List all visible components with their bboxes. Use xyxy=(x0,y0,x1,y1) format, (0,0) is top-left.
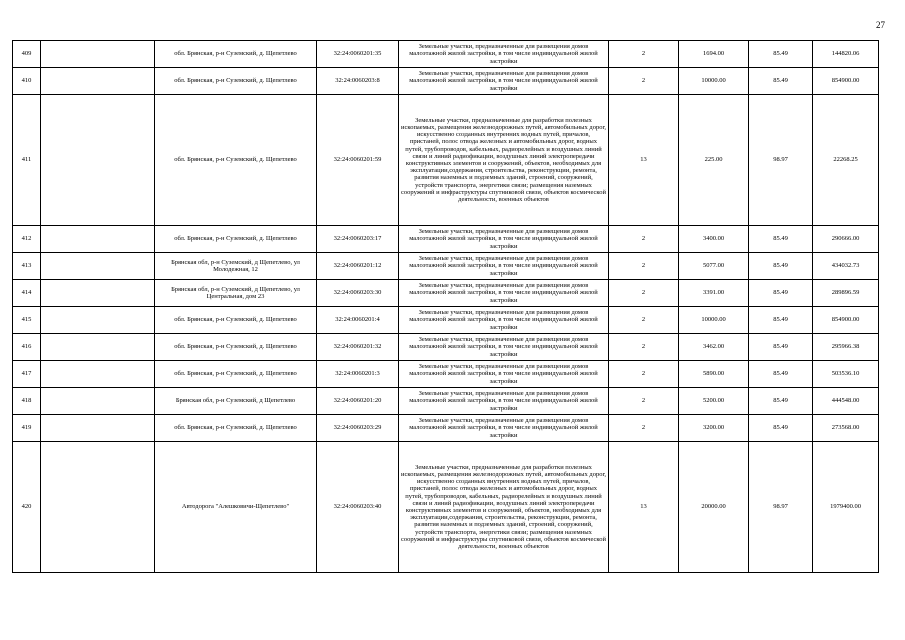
cadastral-number-cell: 32:24:0060201:35 xyxy=(317,41,399,68)
address-cell: обл. Брянская, р-н Суземский, д. Щепетлево xyxy=(155,334,317,361)
cadastral-value-cell: 854900.00 xyxy=(813,68,879,95)
address-cell: обл. Брянская, р-н Суземский, д. Щепетлево xyxy=(155,415,317,442)
empty-cell xyxy=(41,388,155,415)
address-cell: обл. Брянская, р-н Суземский, д. Щепетлево xyxy=(155,95,317,226)
table-row xyxy=(13,361,879,388)
unit-price-cell: 85.49 xyxy=(749,226,813,253)
permitted-use-cell: Земельные участки, предназначенные для разработки полезных ископаемых, размещения железнодорожных путей, автомобильных дорог, искусственно созданных внутренних водных путей, причалов, пристаней, полос отвода железных и автомобильных дорог, водных путей, трубопроводов, кабельных, радиорелейных и воздушных линий связи и линий радиофикации, воздушных линий электропередачи конструктивных элементов и сооружений, объектов, необходимых для эксплуатации,содержания, строительства, реконструкции, ремонта, развития наземных и подземных зданий, строений, сооружений, устройств транспорта, энергетики связи; размещения наземных сооружений и инфраструктуры спутниковой связи, объектов космической деятельности, военных объектов xyxy=(399,442,609,573)
category-code-cell: 13 xyxy=(609,442,679,573)
row-number-cell: 415 xyxy=(13,307,41,334)
land-registry-table xyxy=(12,40,879,573)
permitted-use-cell: Земельные участки, предназначенные для размещения домов малоэтажной жилой застройки, в том числе индивидуальной жилой застройки xyxy=(399,68,609,95)
address-cell: обл. Брянская, р-н Суземский, д. Щепетлево xyxy=(155,226,317,253)
cadastral-number-cell: 32:24:0060201:32 xyxy=(317,334,399,361)
area-cell: 225.00 xyxy=(679,95,749,226)
cadastral-value-cell: 1979400.00 xyxy=(813,442,879,573)
row-number-cell: 414 xyxy=(13,280,41,307)
table-row xyxy=(13,41,879,68)
unit-price-cell: 85.49 xyxy=(749,280,813,307)
address-cell: Брянская обл, р-н Суземский, д Щепетлево, ул Молодежная, 12 xyxy=(155,253,317,280)
address-cell: обл. Брянская, р-н Суземский, д. Щепетлево xyxy=(155,361,317,388)
cadastral-value-cell: 503536.10 xyxy=(813,361,879,388)
area-cell: 10000.00 xyxy=(679,307,749,334)
address-cell: обл. Брянская, р-н Суземский, д. Щепетлево xyxy=(155,68,317,95)
area-cell: 3400.00 xyxy=(679,226,749,253)
unit-price-cell: 85.49 xyxy=(749,253,813,280)
cadastral-number-cell: 32:24:0060203:40 xyxy=(317,442,399,573)
cadastral-number-cell: 32:24:0060201:12 xyxy=(317,253,399,280)
permitted-use-cell: Земельные участки, предназначенные для размещения домов малоэтажной жилой застройки, в том числе индивидуальной жилой застройки xyxy=(399,334,609,361)
row-number-cell: 418 xyxy=(13,388,41,415)
empty-cell xyxy=(41,334,155,361)
permitted-use-cell: Земельные участки, предназначенные для размещения домов малоэтажной жилой застройки, в том числе индивидуальной жилой застройки xyxy=(399,41,609,68)
area-cell: 1694.00 xyxy=(679,41,749,68)
cadastral-number-cell: 32:24:0060203:17 xyxy=(317,226,399,253)
row-number-cell: 412 xyxy=(13,226,41,253)
cadastral-value-cell: 434032.73 xyxy=(813,253,879,280)
cadastral-number-cell: 32:24:0060201:3 xyxy=(317,361,399,388)
permitted-use-cell: Земельные участки, предназначенные для размещения домов малоэтажной жилой застройки, в том числе индивидуальной жилой застройки xyxy=(399,388,609,415)
cadastral-value-cell: 144820.06 xyxy=(813,41,879,68)
empty-cell xyxy=(41,361,155,388)
empty-cell xyxy=(41,41,155,68)
area-cell: 5077.00 xyxy=(679,253,749,280)
row-number-cell: 416 xyxy=(13,334,41,361)
address-cell: обл. Брянская, р-н Суземский, д. Щепетлево xyxy=(155,41,317,68)
empty-cell xyxy=(41,280,155,307)
table-row xyxy=(13,388,879,415)
cadastral-number-cell: 32:24:0060203:8 xyxy=(317,68,399,95)
cadastral-number-cell: 32:24:0060201:59 xyxy=(317,95,399,226)
unit-price-cell: 85.49 xyxy=(749,307,813,334)
permitted-use-cell: Земельные участки, предназначенные для размещения домов малоэтажной жилой застройки, в том числе индивидуальной жилой застройки xyxy=(399,253,609,280)
category-code-cell: 2 xyxy=(609,415,679,442)
cadastral-value-cell: 444548.00 xyxy=(813,388,879,415)
area-cell: 20000.00 xyxy=(679,442,749,573)
permitted-use-cell: Земельные участки, предназначенные для размещения домов малоэтажной жилой застройки, в том числе индивидуальной жилой застройки xyxy=(399,415,609,442)
empty-cell xyxy=(41,95,155,226)
category-code-cell: 2 xyxy=(609,253,679,280)
cadastral-value-cell: 295966.38 xyxy=(813,334,879,361)
area-cell: 3391.00 xyxy=(679,280,749,307)
unit-price-cell: 98.97 xyxy=(749,442,813,573)
table-row xyxy=(13,442,879,573)
cadastral-number-cell: 32:24:0060201:20 xyxy=(317,388,399,415)
row-number-cell: 409 xyxy=(13,41,41,68)
table-row xyxy=(13,68,879,95)
row-number-cell: 410 xyxy=(13,68,41,95)
permitted-use-cell: Земельные участки, предназначенные для разработки полезных ископаемых, размещения железнодорожных путей, автомобильных дорог, искусственно созданных внутренних водных путей, причалов, пристаней, полос отвода железных и автомобильных дорог, водных путей, трубопроводов, кабельных, радиорелейных и воздушных линий связи и линий радиофикации, воздушных линий электропередачи конструктивных элементов и сооружений, объектов, необходимых для эксплуатации,содержания, строительства, реконструкции, ремонта, развития наземных и подземных зданий, строений, сооружений, устройств транспорта, энергетики связи; размещения наземных сооружений и инфраструктуры спутниковой связи, объектов космической деятельности, военных объектов xyxy=(399,95,609,226)
cadastral-value-cell: 290666.00 xyxy=(813,226,879,253)
unit-price-cell: 85.49 xyxy=(749,361,813,388)
cadastral-value-cell: 289896.59 xyxy=(813,280,879,307)
cadastral-number-cell: 32:24:0060203:30 xyxy=(317,280,399,307)
category-code-cell: 2 xyxy=(609,361,679,388)
row-number-cell: 417 xyxy=(13,361,41,388)
empty-cell xyxy=(41,415,155,442)
table-row xyxy=(13,415,879,442)
area-cell: 3200.00 xyxy=(679,415,749,442)
area-cell: 3462.00 xyxy=(679,334,749,361)
category-code-cell: 2 xyxy=(609,68,679,95)
permitted-use-cell: Земельные участки, предназначенные для размещения домов малоэтажной жилой застройки, в том числе индивидуальной жилой застройки xyxy=(399,361,609,388)
category-code-cell: 13 xyxy=(609,95,679,226)
unit-price-cell: 98.97 xyxy=(749,95,813,226)
address-cell: Брянская обл, р-н Суземский, д Щепетлево xyxy=(155,388,317,415)
category-code-cell: 2 xyxy=(609,280,679,307)
empty-cell xyxy=(41,442,155,573)
empty-cell xyxy=(41,253,155,280)
category-code-cell: 2 xyxy=(609,226,679,253)
cadastral-value-cell: 22268.25 xyxy=(813,95,879,226)
unit-price-cell: 85.49 xyxy=(749,415,813,442)
area-cell: 5890.00 xyxy=(679,361,749,388)
table-row xyxy=(13,334,879,361)
category-code-cell: 2 xyxy=(609,41,679,68)
table-body xyxy=(13,41,879,573)
cadastral-number-cell: 32:24:0060203:29 xyxy=(317,415,399,442)
unit-price-cell: 85.49 xyxy=(749,41,813,68)
unit-price-cell: 85.49 xyxy=(749,68,813,95)
row-number-cell: 420 xyxy=(13,442,41,573)
category-code-cell: 2 xyxy=(609,307,679,334)
table-row xyxy=(13,226,879,253)
category-code-cell: 2 xyxy=(609,334,679,361)
permitted-use-cell: Земельные участки, предназначенные для размещения домов малоэтажной жилой застройки, в том числе индивидуальной жилой застройки xyxy=(399,307,609,334)
address-cell: обл. Брянская, р-н Суземский, д. Щепетлево xyxy=(155,307,317,334)
unit-price-cell: 85.49 xyxy=(749,388,813,415)
empty-cell xyxy=(41,68,155,95)
table-row xyxy=(13,280,879,307)
cadastral-value-cell: 854900.00 xyxy=(813,307,879,334)
row-number-cell: 413 xyxy=(13,253,41,280)
table-row xyxy=(13,95,879,226)
address-cell: Брянская обл, р-н Суземский, д Щепетлево, ул Центральная, дом 23 xyxy=(155,280,317,307)
empty-cell xyxy=(41,226,155,253)
row-number-cell: 411 xyxy=(13,95,41,226)
permitted-use-cell: Земельные участки, предназначенные для размещения домов малоэтажной жилой застройки, в том числе индивидуальной жилой застройки xyxy=(399,280,609,307)
unit-price-cell: 85.49 xyxy=(749,334,813,361)
table-row xyxy=(13,253,879,280)
empty-cell xyxy=(41,307,155,334)
page-number: 27 xyxy=(876,20,885,30)
category-code-cell: 2 xyxy=(609,388,679,415)
area-cell: 10000.00 xyxy=(679,68,749,95)
address-cell: Автодорога "Алешковичи-Щепетлево" xyxy=(155,442,317,573)
table-row xyxy=(13,307,879,334)
cadastral-number-cell: 32:24:0060201:4 xyxy=(317,307,399,334)
row-number-cell: 419 xyxy=(13,415,41,442)
cadastral-value-cell: 273568.00 xyxy=(813,415,879,442)
area-cell: 5200.00 xyxy=(679,388,749,415)
permitted-use-cell: Земельные участки, предназначенные для размещения домов малоэтажной жилой застройки, в том числе индивидуальной жилой застройки xyxy=(399,226,609,253)
